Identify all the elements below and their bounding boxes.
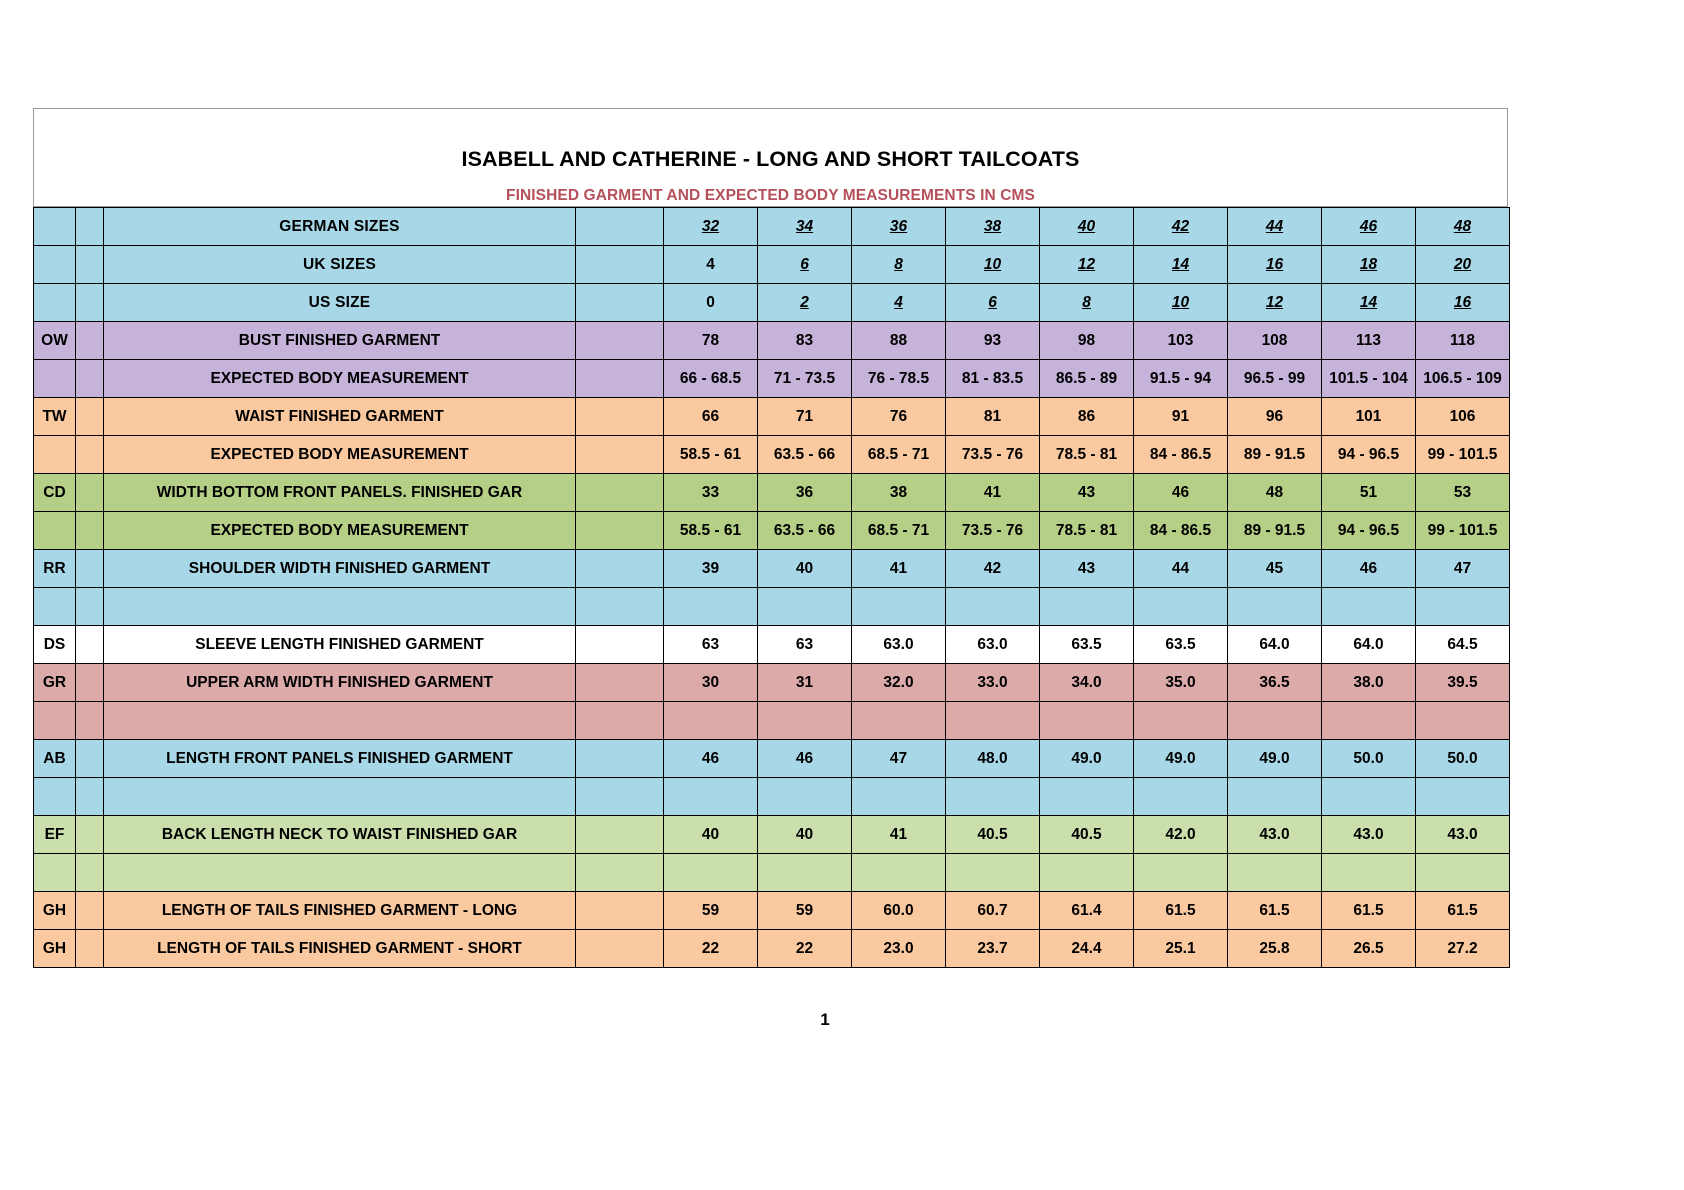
cell-r0-c6: 108 bbox=[1228, 322, 1322, 360]
row-blank-cell-4 bbox=[576, 474, 664, 512]
cell-r5-c4: 78.5 - 81 bbox=[1040, 512, 1134, 550]
row-gap-cell-10 bbox=[76, 702, 104, 740]
cell-r16-c0: 22 bbox=[664, 930, 758, 968]
cell-r6-c6: 45 bbox=[1228, 550, 1322, 588]
cell-r15-c5: 61.5 bbox=[1134, 892, 1228, 930]
cell-r6-c5: 44 bbox=[1134, 550, 1228, 588]
cell-r3-c0: 58.5 - 61 bbox=[664, 436, 758, 474]
row-gap-cell-15 bbox=[76, 892, 104, 930]
row-blank-cell-0 bbox=[576, 322, 664, 360]
cell-r6-c2: 41 bbox=[852, 550, 946, 588]
cell-r3-c3: 73.5 - 76 bbox=[946, 436, 1040, 474]
cell-r12-c6 bbox=[1228, 778, 1322, 816]
cell-r12-c0 bbox=[664, 778, 758, 816]
table-row bbox=[34, 512, 1510, 550]
cell-r10-c0 bbox=[664, 702, 758, 740]
table-row bbox=[34, 322, 1510, 360]
table-row bbox=[34, 436, 1510, 474]
row-label-8: SLEEVE LENGTH FINISHED GARMENT bbox=[104, 626, 576, 664]
cell-r13-c5: 42.0 bbox=[1134, 816, 1228, 854]
row-blank-cell-13 bbox=[576, 816, 664, 854]
row-gap-cell-16 bbox=[76, 930, 104, 968]
cell-r3-c4: 78.5 - 81 bbox=[1040, 436, 1134, 474]
cell-r6-c3: 42 bbox=[946, 550, 1040, 588]
cell-r5-c5: 84 - 86.5 bbox=[1134, 512, 1228, 550]
row-blank-cell-7 bbox=[576, 588, 664, 626]
table-row bbox=[34, 474, 1510, 512]
cell-r12-c7 bbox=[1322, 778, 1416, 816]
row-code-5 bbox=[34, 512, 76, 550]
table-row bbox=[34, 398, 1510, 436]
row-code-9: GR bbox=[34, 664, 76, 702]
cell-r11-c7: 50.0 bbox=[1322, 740, 1416, 778]
row-blank-cell-1 bbox=[576, 360, 664, 398]
row-label-11: LENGTH FRONT PANELS FINISHED GARMENT bbox=[104, 740, 576, 778]
cell-r4-c3: 41 bbox=[946, 474, 1040, 512]
cell-r1-c6: 96.5 - 99 bbox=[1228, 360, 1322, 398]
spacer-row bbox=[34, 702, 1510, 740]
row-gap-cell-3 bbox=[76, 436, 104, 474]
row-gap-cell bbox=[76, 284, 104, 322]
cell-r7-c8 bbox=[1416, 588, 1510, 626]
cell-r7-c1 bbox=[758, 588, 852, 626]
size-value-uk-1: 6 bbox=[758, 246, 852, 284]
table-row bbox=[34, 360, 1510, 398]
cell-r14-c2 bbox=[852, 854, 946, 892]
size-value-de-2: 36 bbox=[852, 208, 946, 246]
cell-r8-c0: 63 bbox=[664, 626, 758, 664]
row-code-16: GH bbox=[34, 930, 76, 968]
size-value-us-0: 0 bbox=[664, 284, 758, 322]
row-blank-cell bbox=[576, 284, 664, 322]
cell-r7-c4 bbox=[1040, 588, 1134, 626]
row-code-11: AB bbox=[34, 740, 76, 778]
page-title: ISABELL AND CATHERINE - LONG AND SHORT TAILCOATS bbox=[461, 147, 1080, 171]
row-label-4: WIDTH BOTTOM FRONT PANELS. FINISHED GAR bbox=[104, 474, 576, 512]
table-row bbox=[34, 626, 1510, 664]
cell-r4-c1: 36 bbox=[758, 474, 852, 512]
cell-r9-c5: 35.0 bbox=[1134, 664, 1228, 702]
cell-r11-c3: 48.0 bbox=[946, 740, 1040, 778]
cell-r13-c3: 40.5 bbox=[946, 816, 1040, 854]
table-row bbox=[34, 664, 1510, 702]
cell-r8-c2: 63.0 bbox=[852, 626, 946, 664]
cell-r2-c2: 76 bbox=[852, 398, 946, 436]
cell-r4-c4: 43 bbox=[1040, 474, 1134, 512]
cell-r14-c4 bbox=[1040, 854, 1134, 892]
row-code-3 bbox=[34, 436, 76, 474]
cell-r10-c2 bbox=[852, 702, 946, 740]
row-label-5: EXPECTED BODY MEASUREMENT bbox=[104, 512, 576, 550]
cell-r2-c3: 81 bbox=[946, 398, 1040, 436]
cell-r14-c8 bbox=[1416, 854, 1510, 892]
size-value-uk-0: 4 bbox=[664, 246, 758, 284]
cell-r6-c4: 43 bbox=[1040, 550, 1134, 588]
cell-r2-c6: 96 bbox=[1228, 398, 1322, 436]
size-system-label: US SIZE bbox=[104, 284, 576, 322]
row-gap-cell-14 bbox=[76, 854, 104, 892]
size-value-uk-6: 16 bbox=[1228, 246, 1322, 284]
cell-r15-c8: 61.5 bbox=[1416, 892, 1510, 930]
cell-r15-c6: 61.5 bbox=[1228, 892, 1322, 930]
cell-r11-c1: 46 bbox=[758, 740, 852, 778]
cell-r8-c5: 63.5 bbox=[1134, 626, 1228, 664]
row-code-10 bbox=[34, 702, 76, 740]
cell-r7-c7 bbox=[1322, 588, 1416, 626]
cell-r3-c8: 99 - 101.5 bbox=[1416, 436, 1510, 474]
cell-r12-c4 bbox=[1040, 778, 1134, 816]
cell-r2-c4: 86 bbox=[1040, 398, 1134, 436]
size-value-us-8: 16 bbox=[1416, 284, 1510, 322]
size-value-uk-4: 12 bbox=[1040, 246, 1134, 284]
cell-r11-c6: 49.0 bbox=[1228, 740, 1322, 778]
cell-r6-c8: 47 bbox=[1416, 550, 1510, 588]
size-value-uk-3: 10 bbox=[946, 246, 1040, 284]
cell-r15-c2: 60.0 bbox=[852, 892, 946, 930]
row-code-0: OW bbox=[34, 322, 76, 360]
row-label-6: SHOULDER WIDTH FINISHED GARMENT bbox=[104, 550, 576, 588]
table-row bbox=[34, 740, 1510, 778]
spacer-row bbox=[34, 588, 1510, 626]
cell-r11-c2: 47 bbox=[852, 740, 946, 778]
row-label-13: BACK LENGTH NECK TO WAIST FINISHED GAR bbox=[104, 816, 576, 854]
row-blank-cell bbox=[576, 208, 664, 246]
row-label-1: EXPECTED BODY MEASUREMENT bbox=[104, 360, 576, 398]
table-row bbox=[34, 550, 1510, 588]
row-label-0: BUST FINISHED GARMENT bbox=[104, 322, 576, 360]
row-blank-cell-2 bbox=[576, 398, 664, 436]
row-gap-cell bbox=[76, 246, 104, 284]
cell-r7-c5 bbox=[1134, 588, 1228, 626]
cell-r0-c2: 88 bbox=[852, 322, 946, 360]
page-number-footer bbox=[0, 1010, 1684, 1030]
cell-r4-c0: 33 bbox=[664, 474, 758, 512]
row-code-6: RR bbox=[34, 550, 76, 588]
cell-r14-c5 bbox=[1134, 854, 1228, 892]
size-chart-table bbox=[33, 207, 1510, 968]
cell-r0-c1: 83 bbox=[758, 322, 852, 360]
row-blank-cell-3 bbox=[576, 436, 664, 474]
cell-r8-c7: 64.0 bbox=[1322, 626, 1416, 664]
cell-r14-c7 bbox=[1322, 854, 1416, 892]
cell-r4-c2: 38 bbox=[852, 474, 946, 512]
size-value-us-2: 4 bbox=[852, 284, 946, 322]
cell-r13-c0: 40 bbox=[664, 816, 758, 854]
cell-r13-c6: 43.0 bbox=[1228, 816, 1322, 854]
cell-r0-c8: 118 bbox=[1416, 322, 1510, 360]
cell-r2-c8: 106 bbox=[1416, 398, 1510, 436]
cell-r10-c5 bbox=[1134, 702, 1228, 740]
size-value-uk-5: 14 bbox=[1134, 246, 1228, 284]
cell-r1-c4: 86.5 - 89 bbox=[1040, 360, 1134, 398]
cell-r6-c0: 39 bbox=[664, 550, 758, 588]
row-gap-cell-1 bbox=[76, 360, 104, 398]
cell-r10-c1 bbox=[758, 702, 852, 740]
page-subtitle: FINISHED GARMENT AND EXPECTED BODY MEASUREMENTS IN CMS bbox=[506, 187, 1035, 204]
title-header-box bbox=[33, 108, 1508, 207]
table-row bbox=[34, 816, 1510, 854]
row-gap-cell-7 bbox=[76, 588, 104, 626]
row-code bbox=[34, 284, 76, 322]
cell-r6-c7: 46 bbox=[1322, 550, 1416, 588]
row-blank-cell-16 bbox=[576, 930, 664, 968]
cell-r12-c5 bbox=[1134, 778, 1228, 816]
row-code-2: TW bbox=[34, 398, 76, 436]
cell-r5-c2: 68.5 - 71 bbox=[852, 512, 946, 550]
size-system-label: GERMAN SIZES bbox=[104, 208, 576, 246]
cell-r5-c6: 89 - 91.5 bbox=[1228, 512, 1322, 550]
row-blank-cell-14 bbox=[576, 854, 664, 892]
row-blank-cell-12 bbox=[576, 778, 664, 816]
row-gap-cell-11 bbox=[76, 740, 104, 778]
size-value-de-8: 48 bbox=[1416, 208, 1510, 246]
row-blank-cell-15 bbox=[576, 892, 664, 930]
row-label-7 bbox=[104, 588, 576, 626]
cell-r4-c5: 46 bbox=[1134, 474, 1228, 512]
cell-r9-c0: 30 bbox=[664, 664, 758, 702]
row-gap-cell bbox=[76, 208, 104, 246]
cell-r0-c7: 113 bbox=[1322, 322, 1416, 360]
cell-r9-c7: 38.0 bbox=[1322, 664, 1416, 702]
cell-r0-c4: 98 bbox=[1040, 322, 1134, 360]
row-label-16: LENGTH OF TAILS FINISHED GARMENT - SHORT bbox=[104, 930, 576, 968]
cell-r5-c0: 58.5 - 61 bbox=[664, 512, 758, 550]
row-label-14 bbox=[104, 854, 576, 892]
cell-r12-c1 bbox=[758, 778, 852, 816]
cell-r10-c4 bbox=[1040, 702, 1134, 740]
table-row bbox=[34, 930, 1510, 968]
cell-r11-c8: 50.0 bbox=[1416, 740, 1510, 778]
cell-r1-c2: 76 - 78.5 bbox=[852, 360, 946, 398]
cell-r2-c1: 71 bbox=[758, 398, 852, 436]
cell-r3-c2: 68.5 - 71 bbox=[852, 436, 946, 474]
cell-r16-c1: 22 bbox=[758, 930, 852, 968]
row-label-10 bbox=[104, 702, 576, 740]
table-row bbox=[34, 892, 1510, 930]
cell-r3-c1: 63.5 - 66 bbox=[758, 436, 852, 474]
size-value-de-7: 46 bbox=[1322, 208, 1416, 246]
cell-r3-c7: 94 - 96.5 bbox=[1322, 436, 1416, 474]
row-code bbox=[34, 208, 76, 246]
size-value-de-5: 42 bbox=[1134, 208, 1228, 246]
size-system-label: UK SIZES bbox=[104, 246, 576, 284]
cell-r15-c4: 61.4 bbox=[1040, 892, 1134, 930]
cell-r4-c7: 51 bbox=[1322, 474, 1416, 512]
row-gap-cell-0 bbox=[76, 322, 104, 360]
row-blank-cell-9 bbox=[576, 664, 664, 702]
size-value-de-6: 44 bbox=[1228, 208, 1322, 246]
cell-r15-c7: 61.5 bbox=[1322, 892, 1416, 930]
row-code-13: EF bbox=[34, 816, 76, 854]
cell-r11-c4: 49.0 bbox=[1040, 740, 1134, 778]
cell-r9-c4: 34.0 bbox=[1040, 664, 1134, 702]
cell-r5-c7: 94 - 96.5 bbox=[1322, 512, 1416, 550]
cell-r16-c3: 23.7 bbox=[946, 930, 1040, 968]
row-label-3: EXPECTED BODY MEASUREMENT bbox=[104, 436, 576, 474]
size-value-us-1: 2 bbox=[758, 284, 852, 322]
row-blank-cell bbox=[576, 246, 664, 284]
cell-r15-c0: 59 bbox=[664, 892, 758, 930]
row-code-12 bbox=[34, 778, 76, 816]
cell-r13-c4: 40.5 bbox=[1040, 816, 1134, 854]
cell-r16-c8: 27.2 bbox=[1416, 930, 1510, 968]
row-gap-cell-6 bbox=[76, 550, 104, 588]
cell-r10-c6 bbox=[1228, 702, 1322, 740]
cell-r5-c8: 99 - 101.5 bbox=[1416, 512, 1510, 550]
cell-r12-c3 bbox=[946, 778, 1040, 816]
row-gap-cell-5 bbox=[76, 512, 104, 550]
cell-r13-c7: 43.0 bbox=[1322, 816, 1416, 854]
row-label-12 bbox=[104, 778, 576, 816]
cell-r5-c1: 63.5 - 66 bbox=[758, 512, 852, 550]
cell-r14-c3 bbox=[946, 854, 1040, 892]
size-value-uk-2: 8 bbox=[852, 246, 946, 284]
cell-r8-c8: 64.5 bbox=[1416, 626, 1510, 664]
size-header-row bbox=[34, 208, 1510, 246]
cell-r16-c6: 25.8 bbox=[1228, 930, 1322, 968]
size-value-uk-7: 18 bbox=[1322, 246, 1416, 284]
row-code-4: CD bbox=[34, 474, 76, 512]
size-value-de-4: 40 bbox=[1040, 208, 1134, 246]
cell-r10-c3 bbox=[946, 702, 1040, 740]
cell-r0-c3: 93 bbox=[946, 322, 1040, 360]
size-value-de-0: 32 bbox=[664, 208, 758, 246]
cell-r15-c1: 59 bbox=[758, 892, 852, 930]
cell-r2-c5: 91 bbox=[1134, 398, 1228, 436]
cell-r9-c3: 33.0 bbox=[946, 664, 1040, 702]
cell-r8-c1: 63 bbox=[758, 626, 852, 664]
row-code-8: DS bbox=[34, 626, 76, 664]
cell-r1-c3: 81 - 83.5 bbox=[946, 360, 1040, 398]
cell-r1-c8: 106.5 - 109 bbox=[1416, 360, 1510, 398]
row-label-15: LENGTH OF TAILS FINISHED GARMENT - LONG bbox=[104, 892, 576, 930]
row-code-15: GH bbox=[34, 892, 76, 930]
cell-r13-c1: 40 bbox=[758, 816, 852, 854]
cell-r1-c1: 71 - 73.5 bbox=[758, 360, 852, 398]
cell-r12-c2 bbox=[852, 778, 946, 816]
row-blank-cell-5 bbox=[576, 512, 664, 550]
cell-r11-c0: 46 bbox=[664, 740, 758, 778]
size-value-us-5: 10 bbox=[1134, 284, 1228, 322]
cell-r13-c2: 41 bbox=[852, 816, 946, 854]
cell-r1-c0: 66 - 68.5 bbox=[664, 360, 758, 398]
cell-r2-c7: 101 bbox=[1322, 398, 1416, 436]
cell-r9-c8: 39.5 bbox=[1416, 664, 1510, 702]
cell-r14-c6 bbox=[1228, 854, 1322, 892]
row-code bbox=[34, 246, 76, 284]
page-number: 1 bbox=[820, 1010, 830, 1029]
row-blank-cell-8 bbox=[576, 626, 664, 664]
cell-r3-c6: 89 - 91.5 bbox=[1228, 436, 1322, 474]
cell-r6-c1: 40 bbox=[758, 550, 852, 588]
cell-r4-c8: 53 bbox=[1416, 474, 1510, 512]
row-blank-cell-6 bbox=[576, 550, 664, 588]
cell-r3-c5: 84 - 86.5 bbox=[1134, 436, 1228, 474]
cell-r7-c3 bbox=[946, 588, 1040, 626]
row-code-1 bbox=[34, 360, 76, 398]
cell-r14-c0 bbox=[664, 854, 758, 892]
cell-r15-c3: 60.7 bbox=[946, 892, 1040, 930]
cell-r5-c3: 73.5 - 76 bbox=[946, 512, 1040, 550]
cell-r9-c2: 32.0 bbox=[852, 664, 946, 702]
row-gap-cell-2 bbox=[76, 398, 104, 436]
row-gap-cell-8 bbox=[76, 626, 104, 664]
cell-r16-c2: 23.0 bbox=[852, 930, 946, 968]
cell-r4-c6: 48 bbox=[1228, 474, 1322, 512]
cell-r16-c7: 26.5 bbox=[1322, 930, 1416, 968]
spacer-row bbox=[34, 778, 1510, 816]
row-gap-cell-12 bbox=[76, 778, 104, 816]
row-code-14 bbox=[34, 854, 76, 892]
cell-r0-c0: 78 bbox=[664, 322, 758, 360]
row-label-9: UPPER ARM WIDTH FINISHED GARMENT bbox=[104, 664, 576, 702]
size-value-us-7: 14 bbox=[1322, 284, 1416, 322]
cell-r13-c8: 43.0 bbox=[1416, 816, 1510, 854]
size-value-us-6: 12 bbox=[1228, 284, 1322, 322]
size-value-de-3: 38 bbox=[946, 208, 1040, 246]
spacer-row bbox=[34, 854, 1510, 892]
cell-r8-c3: 63.0 bbox=[946, 626, 1040, 664]
cell-r16-c5: 25.1 bbox=[1134, 930, 1228, 968]
size-value-uk-8: 20 bbox=[1416, 246, 1510, 284]
cell-r10-c8 bbox=[1416, 702, 1510, 740]
cell-r14-c1 bbox=[758, 854, 852, 892]
size-value-us-3: 6 bbox=[946, 284, 1040, 322]
row-blank-cell-11 bbox=[576, 740, 664, 778]
row-gap-cell-9 bbox=[76, 664, 104, 702]
size-value-de-1: 34 bbox=[758, 208, 852, 246]
cell-r16-c4: 24.4 bbox=[1040, 930, 1134, 968]
cell-r7-c2 bbox=[852, 588, 946, 626]
cell-r8-c6: 64.0 bbox=[1228, 626, 1322, 664]
row-code-7 bbox=[34, 588, 76, 626]
cell-r9-c1: 31 bbox=[758, 664, 852, 702]
row-gap-cell-13 bbox=[76, 816, 104, 854]
cell-r7-c0 bbox=[664, 588, 758, 626]
cell-r8-c4: 63.5 bbox=[1040, 626, 1134, 664]
cell-r0-c5: 103 bbox=[1134, 322, 1228, 360]
cell-r10-c7 bbox=[1322, 702, 1416, 740]
size-value-us-4: 8 bbox=[1040, 284, 1134, 322]
row-label-2: WAIST FINISHED GARMENT bbox=[104, 398, 576, 436]
cell-r7-c6 bbox=[1228, 588, 1322, 626]
cell-r11-c5: 49.0 bbox=[1134, 740, 1228, 778]
row-blank-cell-10 bbox=[576, 702, 664, 740]
cell-r12-c8 bbox=[1416, 778, 1510, 816]
cell-r1-c5: 91.5 - 94 bbox=[1134, 360, 1228, 398]
cell-r1-c7: 101.5 - 104 bbox=[1322, 360, 1416, 398]
cell-r9-c6: 36.5 bbox=[1228, 664, 1322, 702]
size-header-row bbox=[34, 246, 1510, 284]
cell-r2-c0: 66 bbox=[664, 398, 758, 436]
size-header-row bbox=[34, 284, 1510, 322]
row-gap-cell-4 bbox=[76, 474, 104, 512]
